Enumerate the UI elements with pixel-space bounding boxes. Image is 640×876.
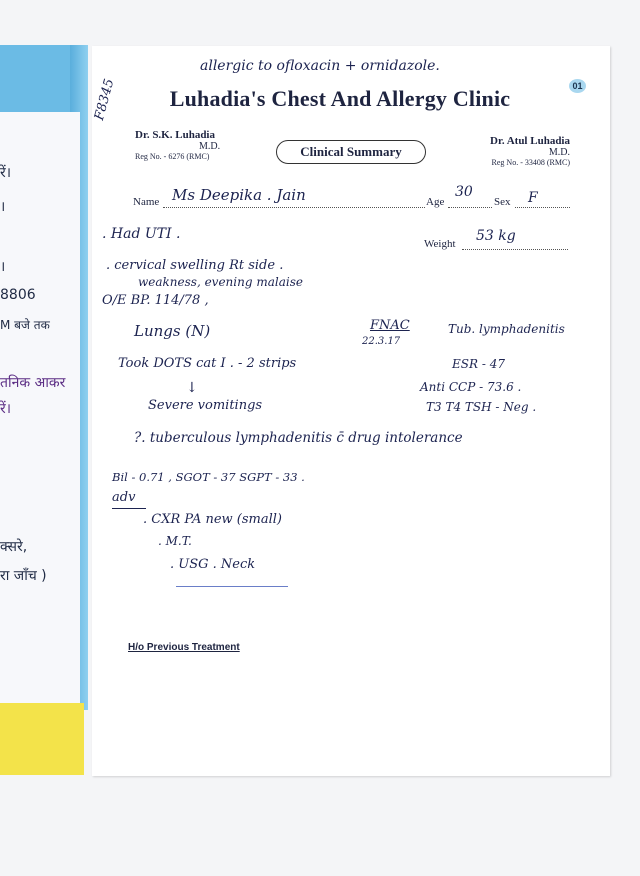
brochure-text: । bbox=[0, 259, 6, 275]
allergy-note: allergic to ofloxacin + ornidazole. bbox=[200, 58, 440, 74]
arrow-down-icon: ↓ bbox=[186, 380, 198, 396]
brochure-text: रा जाँच ) bbox=[0, 568, 47, 584]
doctor-right-name: Dr. Atul Luhadia bbox=[490, 135, 570, 147]
doctor-right bbox=[478, 135, 570, 167]
patient-age: 30 bbox=[455, 184, 473, 200]
thyroid-result: T3 T4 TSH - Neg . bbox=[426, 400, 537, 414]
doctor-left-qualification: M.D. bbox=[199, 141, 221, 152]
clinic-title: Luhadia's Chest And Allergy Clinic bbox=[169, 86, 511, 111]
page-number-badge: 01 bbox=[569, 79, 586, 93]
weight-label: Weight bbox=[424, 238, 456, 250]
name-line bbox=[163, 207, 425, 208]
note-line: . Had UTI . bbox=[102, 226, 181, 242]
advice-item: . USG . Neck bbox=[170, 557, 256, 572]
clinical-summary-heading: Clinical Summary bbox=[276, 140, 426, 164]
advice-underline bbox=[112, 508, 146, 509]
note-line: . cervical swelling Rt side . bbox=[106, 258, 284, 273]
patient-sex: F bbox=[528, 190, 538, 206]
previous-treatment-heading: H/o Previous Treatment bbox=[128, 642, 240, 653]
sex-label: Sex bbox=[494, 196, 511, 208]
brochure-text: रें। bbox=[0, 401, 12, 417]
esr-result: ESR - 47 bbox=[452, 357, 505, 371]
patient-weight: 53 kg bbox=[476, 228, 516, 244]
note-line: weakness, evening malaise bbox=[138, 275, 303, 289]
brochure-white-panel bbox=[0, 112, 80, 712]
brochure-text: M बजे तक bbox=[0, 318, 50, 332]
treatment-note: Took DOTS cat I . - 2 strips bbox=[118, 356, 297, 371]
doctor-right-qualification: M.D. bbox=[548, 147, 570, 158]
lft-result: Bil - 0.71 , SGOT - 37 SGPT - 33 . bbox=[112, 470, 305, 484]
name-label: Name bbox=[133, 196, 160, 208]
fnac-date: 22.3.17 bbox=[362, 336, 401, 347]
age-line bbox=[448, 207, 492, 208]
brochure-yellow-band bbox=[0, 703, 84, 775]
doctor-left bbox=[135, 129, 220, 161]
advice-end-line bbox=[176, 586, 288, 587]
doctor-right-reg: Reg No. - 33408 (RMC) bbox=[491, 158, 570, 167]
doctor-left-reg: Reg No. - 6276 (RMC) bbox=[135, 152, 210, 161]
brochure-text: 8806 bbox=[0, 287, 36, 303]
note-line: O/E BP. 114/78 , bbox=[102, 293, 209, 308]
advice-item: . CXR PA new (small) bbox=[143, 512, 282, 527]
note-line: Lungs (N) bbox=[134, 322, 211, 340]
brochure-text: रें। bbox=[0, 165, 12, 181]
doctor-left-name: Dr. S.K. Luhadia bbox=[135, 129, 215, 141]
brochure-text: क्सरे, bbox=[0, 539, 28, 555]
clinical-impression: ?. tuberculous lymphadenitis c̄ drug intolerance bbox=[134, 430, 463, 446]
patient-name: Ms Deepika . Jain bbox=[172, 186, 306, 204]
fnac-result: Tub. lymphadenitis bbox=[448, 322, 565, 336]
fnac-label: FNAC bbox=[370, 318, 410, 333]
sex-line bbox=[515, 207, 570, 208]
age-label: Age bbox=[426, 196, 445, 208]
brochure-text: तनिक आकर bbox=[0, 375, 66, 391]
registration-stamp: F8345 bbox=[92, 77, 118, 122]
advice-label: adv bbox=[112, 490, 136, 505]
vomiting-note: Severe vomitings bbox=[148, 398, 263, 413]
brochure-text: । bbox=[0, 199, 6, 215]
advice-item: . M.T. bbox=[158, 534, 192, 548]
weight-line bbox=[462, 249, 568, 250]
anticcp-result: Anti CCP - 73.6 . bbox=[420, 380, 522, 394]
